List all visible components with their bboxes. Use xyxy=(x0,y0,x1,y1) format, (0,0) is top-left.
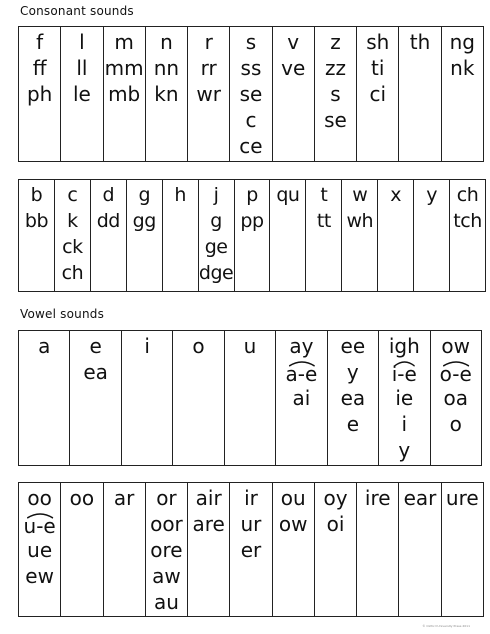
sound-cell xyxy=(198,180,234,292)
sound-cell xyxy=(270,180,306,292)
sound-cell xyxy=(61,27,103,162)
grapheme: oy xyxy=(323,486,348,510)
grapheme: o xyxy=(449,412,462,436)
sound-cell xyxy=(441,483,483,617)
sound-cell-content xyxy=(188,27,229,107)
sound-cell-content xyxy=(173,331,223,359)
vowel-table-2 xyxy=(18,482,484,617)
sound-cell-content xyxy=(235,180,270,234)
grapheme: a xyxy=(38,334,51,358)
grapheme: or xyxy=(156,486,177,510)
sound-cell-content xyxy=(61,483,102,511)
sound-cell xyxy=(224,331,275,466)
grapheme: m xyxy=(114,30,134,54)
sound-cell xyxy=(19,483,61,617)
sound-cell xyxy=(342,180,378,292)
sound-cell-content xyxy=(199,180,234,286)
grapheme: er xyxy=(240,538,262,562)
grapheme: d xyxy=(102,184,115,206)
sound-cell-content xyxy=(306,180,341,234)
sound-cell-content xyxy=(357,27,398,107)
grapheme: oo xyxy=(69,486,95,510)
grapheme: r xyxy=(204,30,213,54)
grapheme: igh xyxy=(388,334,420,358)
grapheme: x xyxy=(390,184,402,206)
grapheme: oo xyxy=(27,486,52,510)
grapheme: mm xyxy=(104,56,144,80)
sound-cell-content xyxy=(276,331,326,411)
grapheme: n xyxy=(160,30,173,54)
sound-cell xyxy=(145,483,187,617)
sound-cell xyxy=(314,483,356,617)
grapheme: c xyxy=(67,184,78,206)
sound-cell xyxy=(61,483,103,617)
sound-cell-content xyxy=(315,483,356,537)
sound-cell xyxy=(399,27,441,162)
grapheme: oi xyxy=(326,512,345,536)
split-digraph xyxy=(392,359,417,385)
sound-cell-content xyxy=(442,27,483,81)
sound-cell xyxy=(90,180,126,292)
grapheme: bb xyxy=(24,210,49,232)
grapheme: ire xyxy=(364,486,391,510)
copyright-note: © Oxford University Press 2011 xyxy=(422,624,470,628)
grapheme: are xyxy=(192,512,225,536)
sound-cell-content xyxy=(127,180,162,234)
sound-cell xyxy=(54,180,90,292)
grapheme: y xyxy=(398,438,411,462)
sound-cell-content xyxy=(163,180,198,208)
grapheme: z xyxy=(330,30,341,54)
grapheme: mb xyxy=(108,82,141,106)
sound-cell-content xyxy=(273,27,314,81)
sound-cell-content xyxy=(399,483,440,511)
split-digraph-text: a-e xyxy=(285,362,318,386)
sound-cell-content xyxy=(379,331,429,463)
grapheme: ll xyxy=(76,56,88,80)
table-row xyxy=(19,27,484,162)
grapheme: ti xyxy=(371,56,385,80)
table-row xyxy=(19,331,482,466)
grapheme: o xyxy=(192,334,205,358)
grapheme: s xyxy=(245,30,257,54)
grapheme: ie xyxy=(395,386,414,410)
split-digraph-arc xyxy=(440,359,472,367)
sound-cell-content xyxy=(61,27,102,107)
grapheme: f xyxy=(36,30,44,54)
sound-cell xyxy=(327,331,378,466)
grapheme: se xyxy=(239,82,263,106)
sound-cell xyxy=(126,180,162,292)
sound-cell-content xyxy=(342,180,377,234)
consonant-table-2 xyxy=(18,179,486,292)
sound-cell xyxy=(441,27,483,162)
grapheme: p xyxy=(246,184,258,206)
grapheme: nn xyxy=(153,56,180,80)
grapheme: ph xyxy=(26,82,53,106)
sound-cell-content xyxy=(315,27,356,133)
grapheme: ir xyxy=(244,486,258,510)
sound-cell xyxy=(188,27,230,162)
grapheme: u xyxy=(243,334,257,358)
sound-cell-content xyxy=(328,331,378,437)
sound-cell-content xyxy=(19,180,54,234)
sound-cell xyxy=(103,27,145,162)
sound-cell-content xyxy=(19,483,60,589)
grapheme: ee xyxy=(340,334,366,358)
grapheme: le xyxy=(72,82,91,106)
sound-cell-content xyxy=(270,180,305,208)
grapheme: oa xyxy=(443,386,468,410)
sound-cell-content xyxy=(378,180,413,208)
grapheme: i xyxy=(144,334,150,358)
grapheme: ow xyxy=(278,512,308,536)
grapheme: ng xyxy=(449,30,475,54)
sound-cell xyxy=(357,27,399,162)
split-digraph-text: u-e xyxy=(23,514,56,538)
vowel-table-1 xyxy=(18,330,482,466)
split-digraph-arc xyxy=(392,359,417,367)
sound-cell-content xyxy=(414,180,449,208)
grapheme: b xyxy=(30,184,43,206)
sound-cell xyxy=(188,483,230,617)
sound-cell xyxy=(145,27,187,162)
sound-cell-content xyxy=(230,27,271,159)
grapheme: kn xyxy=(154,82,179,106)
grapheme: oor xyxy=(150,512,183,536)
grapheme: g xyxy=(138,184,150,206)
sound-cell xyxy=(272,27,314,162)
sound-cell xyxy=(379,331,430,466)
grapheme: ch xyxy=(456,184,479,206)
sound-cell xyxy=(121,331,172,466)
grapheme: aw xyxy=(152,564,181,588)
grapheme: y xyxy=(426,184,437,206)
sound-cell-content xyxy=(19,27,60,107)
grapheme: c xyxy=(245,108,257,132)
sound-cell-content xyxy=(19,331,69,359)
grapheme: e xyxy=(89,334,102,358)
sound-cell-content xyxy=(399,27,440,55)
grapheme: wr xyxy=(196,82,221,106)
consonant-sounds-label: Consonant sounds xyxy=(20,4,134,18)
sound-cell xyxy=(276,331,327,466)
sound-cell xyxy=(399,483,441,617)
sound-cell-content xyxy=(230,483,271,563)
split-digraph xyxy=(286,359,318,385)
grapheme: th xyxy=(409,30,431,54)
sound-cell xyxy=(414,180,450,292)
grapheme: zz xyxy=(324,56,346,80)
grapheme: gg xyxy=(132,210,156,232)
grapheme: ge xyxy=(204,236,228,258)
grapheme: ss xyxy=(240,56,262,80)
table-row xyxy=(19,180,486,292)
grapheme: air xyxy=(195,486,222,510)
sound-cell-content xyxy=(104,483,145,511)
grapheme: v xyxy=(287,30,300,54)
split-digraph-arc xyxy=(286,359,318,367)
grapheme: ear xyxy=(403,486,437,510)
sound-cell-content xyxy=(122,331,172,359)
sound-cell-content xyxy=(442,483,483,511)
table-row xyxy=(19,483,484,617)
grapheme: ch xyxy=(61,262,84,284)
grapheme: i xyxy=(401,412,408,436)
grapheme: ce xyxy=(239,134,263,158)
grapheme: ow xyxy=(441,334,471,358)
sound-cell-content xyxy=(91,180,126,234)
sound-cell xyxy=(230,27,272,162)
grapheme: ve xyxy=(281,56,306,80)
grapheme: se xyxy=(324,108,347,132)
sound-cell-content xyxy=(357,483,398,511)
grapheme: ou xyxy=(280,486,306,510)
sound-cell xyxy=(450,180,486,292)
grapheme: dd xyxy=(96,210,120,232)
sound-cell xyxy=(306,180,342,292)
grapheme: ci xyxy=(369,82,387,106)
sound-cell-content xyxy=(104,27,145,107)
grapheme: k xyxy=(67,210,78,232)
grapheme: ur xyxy=(240,512,262,536)
vowel-sounds-label: Vowel sounds xyxy=(20,307,105,321)
sound-cell-content xyxy=(146,27,187,107)
grapheme: ai xyxy=(292,386,311,410)
sound-cell xyxy=(430,331,481,466)
grapheme: wh xyxy=(346,210,374,232)
grapheme: ore xyxy=(150,538,183,562)
sound-cell xyxy=(173,331,224,466)
grapheme: sh xyxy=(366,30,390,54)
grapheme: e xyxy=(346,412,359,436)
grapheme: t xyxy=(320,184,328,206)
consonant-table-1 xyxy=(18,26,484,162)
grapheme: ar xyxy=(113,486,135,510)
sound-cell xyxy=(357,483,399,617)
grapheme: tt xyxy=(316,210,331,232)
sound-cell xyxy=(378,180,414,292)
sound-cell-content xyxy=(70,331,120,385)
sound-cell xyxy=(103,483,145,617)
sound-cell-content xyxy=(273,483,314,537)
sound-cell xyxy=(162,180,198,292)
grapheme: w xyxy=(352,184,368,206)
sound-cell xyxy=(19,331,70,466)
grapheme: ure xyxy=(445,486,479,510)
grapheme: qu xyxy=(276,184,300,206)
sound-cell xyxy=(314,27,356,162)
sound-cell xyxy=(230,483,272,617)
grapheme: h xyxy=(174,184,186,206)
split-digraph xyxy=(24,511,56,537)
grapheme: pp xyxy=(240,210,264,232)
grapheme: j xyxy=(213,184,219,206)
grapheme: y xyxy=(346,360,359,384)
split-digraph-arc xyxy=(24,511,56,519)
grapheme: g xyxy=(210,210,222,232)
grapheme: ea xyxy=(340,386,366,410)
sound-cell xyxy=(19,27,61,162)
split-digraph-text: o-e xyxy=(439,362,472,386)
sound-cell-content xyxy=(146,483,187,615)
sound-cell-content xyxy=(450,180,485,234)
split-digraph xyxy=(440,359,472,385)
sound-cell xyxy=(272,483,314,617)
sound-cell-content xyxy=(431,331,481,437)
grapheme: l xyxy=(79,30,85,54)
grapheme: dge xyxy=(198,262,234,284)
sound-cell xyxy=(70,331,121,466)
grapheme: ea xyxy=(83,360,108,384)
grapheme: ay xyxy=(289,334,314,358)
grapheme: s xyxy=(330,82,341,106)
split-digraph-text: i-e xyxy=(391,362,417,386)
sound-cell-content xyxy=(55,180,90,286)
grapheme: ew xyxy=(25,564,54,588)
grapheme: nk xyxy=(450,56,475,80)
sound-cell-content xyxy=(188,483,229,537)
sound-cell xyxy=(19,180,55,292)
grapheme: ue xyxy=(27,538,53,562)
grapheme: au xyxy=(153,590,179,614)
sound-cell-content xyxy=(225,331,275,359)
sound-cell xyxy=(234,180,270,292)
grapheme: tch xyxy=(453,210,482,232)
grapheme: rr xyxy=(200,56,217,80)
grapheme: ck xyxy=(62,236,83,258)
grapheme: ff xyxy=(32,56,47,80)
